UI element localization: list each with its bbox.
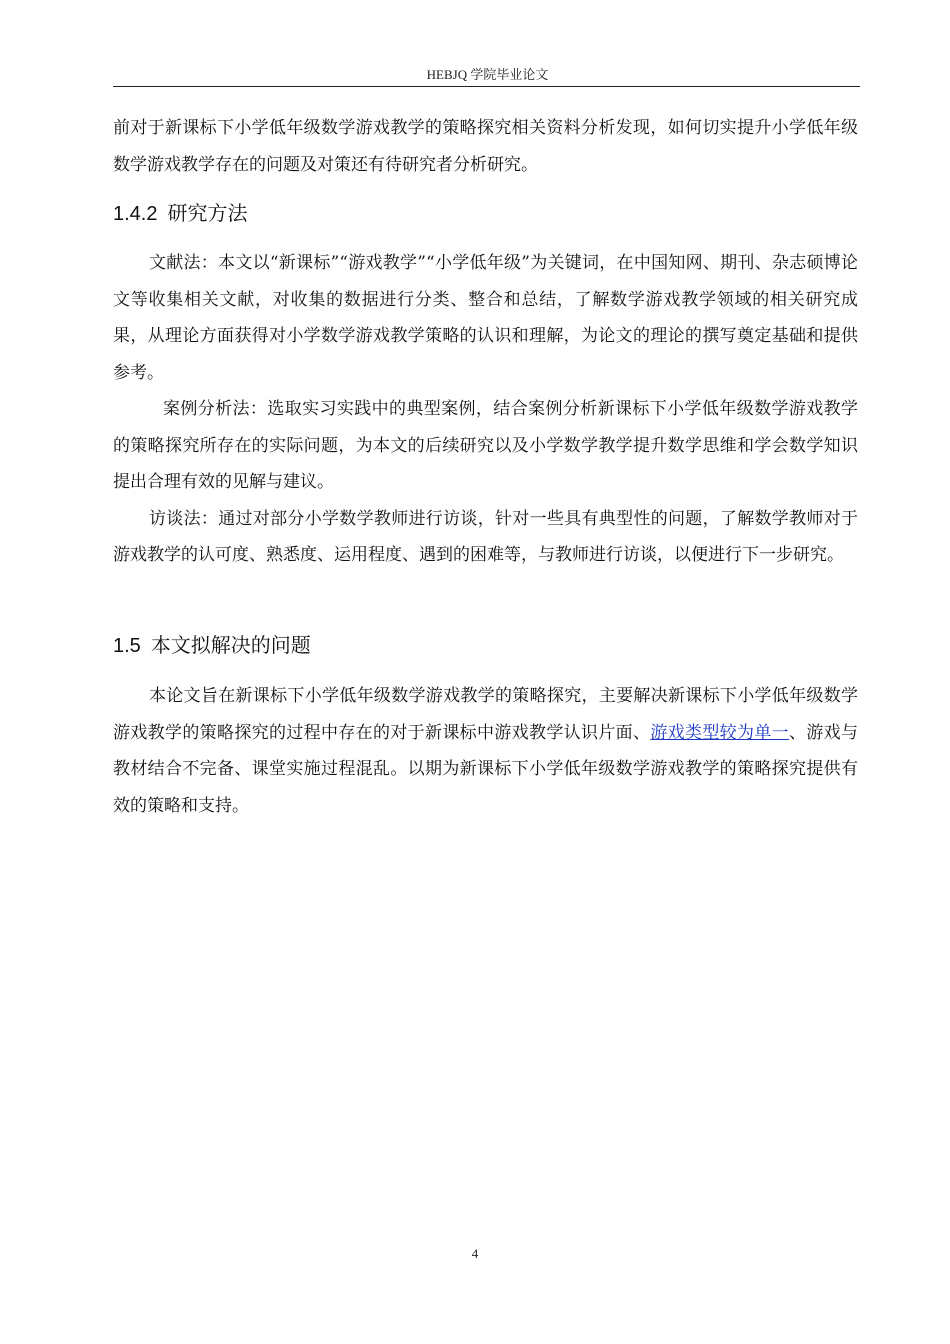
section-title: 研究方法 — [167, 201, 248, 225]
game-type-link[interactable]: 游戏类型较为单一 — [650, 722, 790, 743]
problems-block — [113, 678, 858, 824]
section-heading-1-5 — [113, 631, 858, 660]
intro-paragraph: 前对于新课标下小学低年级数学游戏教学的策略探究相关资料分析发现，如何切实提升小学低年级数学游戏教学存在的问题及对策还有待研究者分析研究。 — [113, 118, 858, 175]
method-literature-paragraph: 文献法：本文以“新课标”“游戏教学”“小学低年级”为关键词，在中国知网、期刊、杂志硕博论文等收集相关文献，对收集的数据进行分类、整合和总结，了解数学游戏教学领域的相关研究成果，从理论方面获得对小学数学游戏教学策略的认识和理解，为论文的理论的撰写奠定基础和提供参考。 — [113, 253, 858, 383]
problems-paragraph — [113, 678, 858, 824]
section-number: 1.5 — [113, 635, 141, 657]
problems-text-before-link: 本论文旨在新课标下小学低年级数学游戏教学的策略探究，主要解决新课标下小学低年级数学游戏教学的策略探究的过程中存在的对于新课标中游戏教学认识片面、 — [113, 686, 858, 743]
section-title: 本文拟解决的问题 — [150, 633, 311, 657]
section-heading-1-4-2 — [113, 199, 858, 228]
problems-text-after-link: 、游戏与教材结合不完备、课堂实施过程混乱。以期为新课标下小学低年级数学游戏教学的策略探究提供有效的策略和支持。 — [113, 722, 859, 816]
method-interview-paragraph: 访谈法：通过对部分小学数学教师进行访谈，针对一些具有典型性的问题，了解数学教师对于游戏教学的认可度、熟悉度、运用程度、遇到的困难等，与教师进行访谈，以便进行下一步研究。 — [113, 508, 858, 565]
method-case-paragraph: 案例分析法：选取实习实践中的典型案例，结合案例分析新课标下小学低年级数学游戏教学的策略探究所存在的实际问题，为本文的后续研究以及小学数学教学提升数学思维和学会数学知识提出合理有效的见解与建议。 — [113, 399, 858, 492]
section-number: 1.4.2 — [113, 203, 158, 225]
header-rule — [113, 86, 860, 87]
page-number: 4 — [471, 1246, 479, 1261]
intro-paragraph-block — [113, 110, 858, 183]
methods-block — [113, 245, 858, 574]
running-header: HEBJQ 学院毕业论文 — [426, 67, 549, 82]
